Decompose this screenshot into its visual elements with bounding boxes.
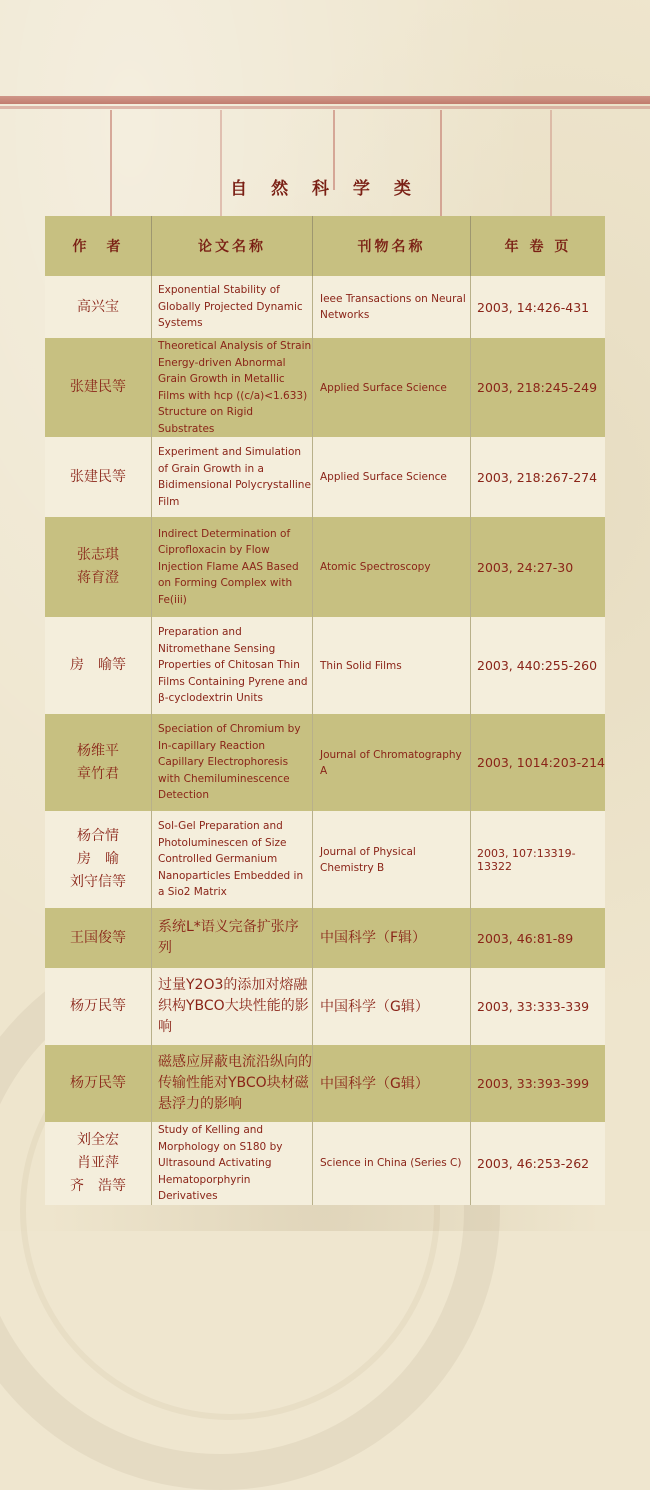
author-cell: 王国俊等: [45, 908, 152, 968]
title-cell: Sol-Gel Preparation and Photoluminescen of Size Controlled Germanium Nanoparticles Embedded in a Sio2 Matrix: [152, 811, 313, 908]
decorative-line: [110, 110, 112, 230]
journal-cell: Journal of Physical Chemistry B: [313, 811, 471, 908]
journal-cell: Ieee Transactions on Neural Networks: [313, 276, 471, 338]
title-cell: Study of Kelling and Morphology on S180 by Ultrasound Activating Hematoporphyrin Derivatives: [152, 1122, 313, 1205]
year-cell: 2003, 33:333-339: [471, 968, 606, 1045]
table-row: [45, 968, 605, 1045]
journal-cell: 中国科学（F辑）: [313, 908, 471, 968]
title-cell: 磁感应屏蔽电流沿纵向的传输性能对YBCO块材磁悬浮力的影响: [152, 1045, 313, 1122]
title-cell: Speciation of Chromium by In-capillary Reaction Capillary Electrophoresis with Chemiluminescence Detection: [152, 714, 313, 811]
year-cell: 2003, 14:426-431: [471, 276, 606, 338]
year-cell: 2003, 24:27-30: [471, 517, 606, 617]
title-cell: Exponential Stability of Globally Projected Dynamic Systems: [152, 276, 313, 338]
journal-cell: Atomic Spectroscopy: [313, 517, 471, 617]
journal-cell: 中国科学（G辑）: [313, 968, 471, 1045]
year-cell: 2003, 1014:203-214: [471, 714, 606, 811]
author-cell: 张建民等: [45, 437, 152, 517]
table-row: [45, 1045, 605, 1122]
author-cell: 房 喻等: [45, 617, 152, 714]
table-row: [45, 811, 605, 908]
title-cell: Preparation and Nitromethane Sensing Properties of Chitosan Thin Films Containing Pyrene and β-cyclodextrin Units: [152, 617, 313, 714]
year-cell: 2003, 218:267-274: [471, 437, 606, 517]
year-cell: 2003, 218:245-249: [471, 338, 606, 437]
title-cell: Indirect Determination of Ciprofloxacin by Flow Injection Flame AAS Based on Forming Complex with Fe(iii): [152, 517, 313, 617]
header-title: 论文名称: [152, 216, 313, 276]
author-cell: 刘全宏 肖亚萍 齐 浩等: [45, 1122, 152, 1205]
author-cell: 杨万民等: [45, 968, 152, 1045]
table-row: [45, 617, 605, 714]
header-author: 作 者: [45, 216, 152, 276]
title-cell: 过量Y2O3的添加对熔融织构YBCO大块性能的影响: [152, 968, 313, 1045]
journal-cell: Thin Solid Films: [313, 617, 471, 714]
table-row: [45, 338, 605, 437]
table-row: [45, 908, 605, 968]
journal-cell: Science in China (Series C): [313, 1122, 471, 1205]
author-cell: 杨万民等: [45, 1045, 152, 1122]
table-row: [45, 437, 605, 517]
table-row: [45, 714, 605, 811]
title-cell: 系统L*语义完备扩张序列: [152, 908, 313, 968]
table-row: [45, 276, 605, 338]
header-journal: 刊物名称: [313, 216, 471, 276]
decorative-band: [0, 96, 650, 104]
year-cell: 2003, 46:81-89: [471, 908, 606, 968]
table-row: [45, 1122, 605, 1205]
year-cell: 2003, 33:393-399: [471, 1045, 606, 1122]
decorative-line: [440, 110, 442, 220]
author-cell: 杨合情 房 喻 刘守信等: [45, 811, 152, 908]
papers-table: [45, 216, 605, 1205]
table-header-row: [45, 216, 605, 276]
journal-cell: 中国科学（G辑）: [313, 1045, 471, 1122]
year-cell: 2003, 440:255-260: [471, 617, 606, 714]
header-year: 年 卷 页: [471, 216, 606, 276]
journal-cell: Applied Surface Science: [313, 437, 471, 517]
year-cell: 2003, 46:253-262: [471, 1122, 606, 1205]
author-cell: 张志琪 蒋育澄: [45, 517, 152, 617]
decorative-band-thin: [0, 106, 650, 109]
title-cell: Theoretical Analysis of Strain Energy-driven Abnormal Grain Growth in Metallic Films with hcp ((c/a)<1.633) Structure on Rigid Substrates: [152, 338, 313, 437]
year-cell: 2003, 107:13319-13322: [471, 811, 606, 908]
journal-cell: Journal of Chromatography A: [313, 714, 471, 811]
table-row: [45, 517, 605, 617]
title-cell: Experiment and Simulation of Grain Growth in a Bidimensional Polycrystalline Film: [152, 437, 313, 517]
author-cell: 高兴宝: [45, 276, 152, 338]
author-cell: 杨维平 章竹君: [45, 714, 152, 811]
journal-cell: Applied Surface Science: [313, 338, 471, 437]
author-cell: 张建民等: [45, 338, 152, 437]
page-title: 自 然 科 学 类: [230, 179, 420, 199]
